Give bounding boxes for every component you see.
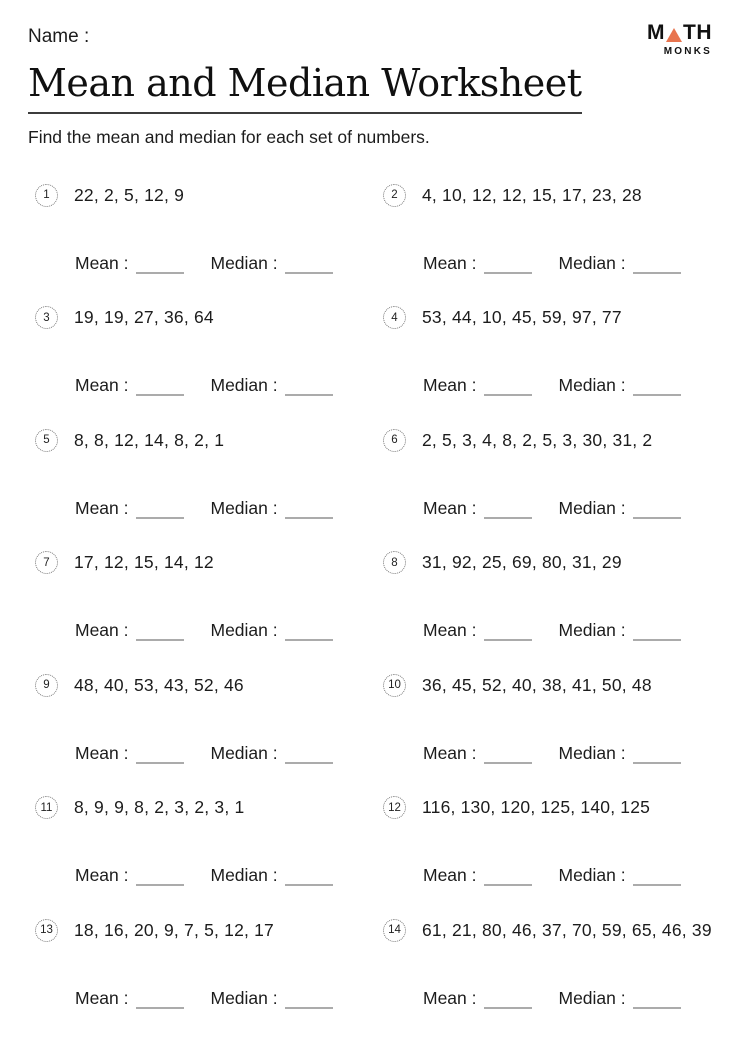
median-label: Median : (558, 620, 626, 641)
problem-number-badge: 6 (383, 429, 406, 452)
median-label: Median : (210, 865, 278, 886)
answer-line (75, 988, 376, 1009)
problem-number-badge: 1 (35, 184, 58, 207)
answer-line (75, 253, 376, 274)
mean-answer-blank (136, 993, 184, 1009)
mean-answer-blank (484, 870, 532, 886)
median-label: Median : (210, 742, 278, 763)
problem-cell (376, 674, 714, 797)
problem-number-badge: 9 (35, 674, 58, 697)
mean-answer-blank (484, 380, 532, 396)
problem-line (383, 306, 714, 329)
problem-number-badge: 12 (383, 796, 406, 819)
problem-numbers: 4, 10, 12, 12, 15, 17, 23, 28 (422, 184, 642, 205)
logo-text-th: TH (683, 21, 712, 44)
problem-numbers: 61, 21, 80, 46, 37, 70, 59, 65, 46, 39 (422, 919, 712, 940)
logo-triangle-icon (666, 28, 682, 42)
answer-line (423, 865, 714, 886)
problem-number-badge: 3 (35, 306, 58, 329)
median-answer-blank (285, 380, 333, 396)
problem-cell (28, 919, 376, 1042)
problems-grid (28, 184, 714, 1042)
mean-answer-blank (484, 748, 532, 764)
median-label: Median : (210, 987, 278, 1008)
problem-numbers: 48, 40, 53, 43, 52, 46 (74, 674, 244, 695)
problem-line (35, 919, 376, 942)
problem-numbers: 36, 45, 52, 40, 38, 41, 50, 48 (422, 674, 652, 695)
problem-number-badge: 13 (35, 919, 58, 942)
median-answer-blank (633, 503, 681, 519)
problem-cell (28, 429, 376, 552)
problem-cell (376, 919, 714, 1042)
header (28, 22, 714, 57)
problem-line (383, 184, 714, 207)
problem-cell (28, 306, 376, 429)
mean-answer-blank (484, 625, 532, 641)
problem-number-badge: 4 (383, 306, 406, 329)
problem-line (35, 429, 376, 452)
problem-cell (376, 429, 714, 552)
median-label: Median : (558, 742, 626, 763)
problem-numbers: 17, 12, 15, 14, 12 (74, 552, 214, 573)
problem-numbers: 8, 9, 9, 8, 2, 3, 2, 3, 1 (74, 797, 245, 818)
median-answer-blank (285, 870, 333, 886)
median-answer-blank (285, 748, 333, 764)
mean-label: Mean : (75, 620, 129, 641)
problem-number-badge: 14 (383, 919, 406, 942)
median-label: Median : (558, 375, 626, 396)
name-label: Name : (28, 26, 90, 47)
problem-cell (28, 796, 376, 919)
answer-line (423, 498, 714, 519)
problem-line (35, 306, 376, 329)
median-answer-blank (633, 258, 681, 274)
answer-line (75, 375, 376, 396)
median-label: Median : (558, 252, 626, 273)
mean-label: Mean : (75, 987, 129, 1008)
median-answer-blank (633, 993, 681, 1009)
mean-answer-blank (484, 503, 532, 519)
mean-answer-blank (136, 870, 184, 886)
problem-numbers: 53, 44, 10, 45, 59, 97, 77 (422, 307, 622, 328)
problem-line (35, 551, 376, 574)
mean-answer-blank (136, 503, 184, 519)
mean-label: Mean : (423, 987, 477, 1008)
problem-line (35, 184, 376, 207)
median-label: Median : (558, 987, 626, 1008)
answer-line (423, 620, 714, 641)
logo-wordmark (647, 22, 712, 43)
mean-answer-blank (136, 625, 184, 641)
mean-label: Mean : (75, 252, 129, 273)
median-answer-blank (285, 625, 333, 641)
median-label: Median : (210, 620, 278, 641)
mean-answer-blank (136, 258, 184, 274)
problem-number-badge: 8 (383, 551, 406, 574)
mean-label: Mean : (75, 375, 129, 396)
problem-cell (376, 551, 714, 674)
mean-label: Mean : (423, 375, 477, 396)
mean-label: Mean : (423, 742, 477, 763)
median-label: Median : (210, 252, 278, 273)
answer-line (423, 743, 714, 764)
problem-number-badge: 7 (35, 551, 58, 574)
mean-label: Mean : (75, 497, 129, 518)
median-label: Median : (558, 865, 626, 886)
problem-number-badge: 11 (35, 796, 58, 819)
problem-cell (28, 551, 376, 674)
median-label: Median : (210, 375, 278, 396)
problem-cell (28, 184, 376, 307)
mean-label: Mean : (423, 252, 477, 273)
math-monks-logo (647, 22, 714, 57)
median-answer-blank (633, 625, 681, 641)
problem-number-badge: 10 (383, 674, 406, 697)
median-label: Median : (210, 497, 278, 518)
answer-line (75, 498, 376, 519)
answer-line (75, 865, 376, 886)
mean-answer-blank (136, 748, 184, 764)
problem-numbers: 2, 5, 3, 4, 8, 2, 5, 3, 30, 31, 2 (422, 429, 653, 450)
problem-cell (376, 306, 714, 429)
mean-answer-blank (484, 993, 532, 1009)
problem-line (35, 674, 376, 697)
problem-line (383, 674, 714, 697)
mean-label: Mean : (75, 742, 129, 763)
mean-label: Mean : (423, 497, 477, 518)
problem-line (383, 919, 714, 942)
mean-answer-blank (484, 258, 532, 274)
problem-line (383, 796, 714, 819)
mean-label: Mean : (423, 620, 477, 641)
median-label: Median : (558, 497, 626, 518)
problem-cell (28, 674, 376, 797)
problem-numbers: 8, 8, 12, 14, 8, 2, 1 (74, 429, 225, 450)
median-answer-blank (633, 380, 681, 396)
median-answer-blank (285, 258, 333, 274)
problem-number-badge: 5 (35, 429, 58, 452)
problem-cell (376, 184, 714, 307)
mean-label: Mean : (75, 865, 129, 886)
problem-line (35, 796, 376, 819)
median-answer-blank (633, 870, 681, 886)
answer-line (423, 988, 714, 1009)
mean-answer-blank (136, 380, 184, 396)
median-answer-blank (285, 993, 333, 1009)
median-answer-blank (633, 748, 681, 764)
logo-subtext: MONKS (663, 46, 712, 57)
problem-number-badge: 2 (383, 184, 406, 207)
answer-line (75, 620, 376, 641)
problem-numbers: 22, 2, 5, 12, 9 (74, 184, 185, 205)
problem-cell (376, 796, 714, 919)
problem-line (383, 429, 714, 452)
page-title: Mean and Median Worksheet (28, 63, 582, 114)
problem-numbers: 19, 19, 27, 36, 64 (74, 307, 214, 328)
logo-text-m: M (647, 21, 665, 44)
problem-numbers: 116, 130, 120, 125, 140, 125 (422, 797, 651, 818)
mean-label: Mean : (423, 865, 477, 886)
instructions-text: Find the mean and median for each set of numbers. (28, 126, 430, 147)
answer-line (75, 743, 376, 764)
problem-numbers: 31, 92, 25, 69, 80, 31, 29 (422, 552, 622, 573)
problem-line (383, 551, 714, 574)
answer-line (423, 375, 714, 396)
problem-numbers: 18, 16, 20, 9, 7, 5, 12, 17 (74, 919, 274, 940)
answer-line (423, 253, 714, 274)
median-answer-blank (285, 503, 333, 519)
